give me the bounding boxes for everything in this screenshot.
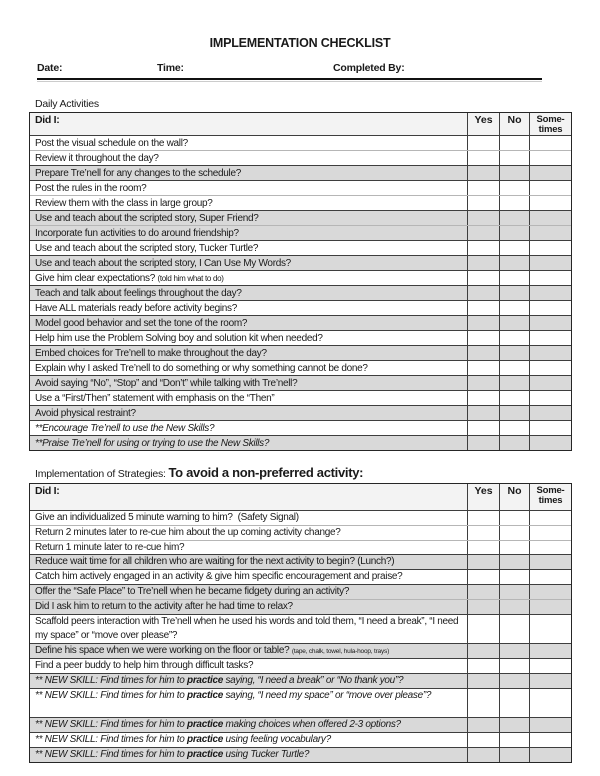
answer-cell-no — [499, 674, 529, 688]
answer-cell-yes — [467, 136, 499, 150]
item-text — [30, 136, 467, 150]
answer-cell-yes — [467, 718, 499, 732]
answer-cell-sometimes — [529, 301, 571, 315]
item-text-segment: practice — [187, 733, 223, 745]
checklist-row — [30, 375, 571, 390]
answer-cell-no — [499, 301, 529, 315]
item-text-segment: Give an individualized 5 minute warning to him? (Safety Signal) — [35, 512, 299, 523]
section-label-plain: Implementation of Strategies: — [35, 468, 169, 480]
answer-cell-no — [499, 286, 529, 300]
checklist-row — [30, 300, 571, 315]
answer-cell-yes — [467, 689, 499, 718]
answer-cell-sometimes — [529, 406, 571, 420]
item-text-segment: saying, “I need a break” or “No thank you”? — [223, 674, 404, 686]
did-i-header: Did I: — [35, 485, 60, 497]
answer-cell-no — [499, 316, 529, 330]
answer-cell-no — [499, 361, 529, 375]
item-text — [30, 301, 467, 315]
answer-cell-sometimes — [529, 541, 571, 555]
item-text — [30, 541, 467, 555]
item-text-segment: Avoid physical restraint? — [35, 408, 136, 419]
answer-cell-sometimes — [529, 151, 571, 165]
answer-cell-sometimes — [529, 718, 571, 732]
item-text — [30, 361, 467, 375]
item-text-segment: Reduce wait time for all children who are waiting for the next activity to begin? (Lunch?) — [35, 556, 395, 568]
checklist-row — [30, 688, 571, 718]
answer-cell-sometimes — [529, 346, 571, 360]
answer-cell-no — [499, 541, 529, 555]
answer-cell-no — [499, 181, 529, 195]
no-column-header: No — [499, 113, 529, 135]
item-text — [30, 406, 467, 420]
item-text — [30, 211, 467, 225]
answer-cell-no — [499, 689, 529, 718]
answer-cell-yes — [467, 600, 499, 614]
answer-cell-no — [499, 241, 529, 255]
item-text — [30, 644, 467, 658]
checklist-row — [30, 554, 571, 569]
item-text — [30, 331, 467, 345]
time-field-label: Time: — [157, 62, 184, 74]
item-text-segment: Did I ask him to return to the activity after he had time to relax? — [35, 600, 293, 612]
item-text — [30, 674, 467, 688]
checklist-row — [30, 360, 571, 375]
answer-cell-yes — [467, 644, 499, 658]
item-text-segment: Return 1 minute later to re-cue him? — [35, 541, 185, 553]
item-text — [30, 226, 467, 240]
item-text-segment: Avoid saying “No”, “Stop” and “Don’t” while talking with Tre’nell? — [35, 378, 298, 389]
item-text-segment: (tape, chalk, towel, hula-hoop, trays) — [291, 648, 390, 656]
answer-cell-yes — [467, 555, 499, 569]
item-text — [30, 421, 467, 435]
checklist-row — [30, 673, 571, 688]
item-text-segment: Use and teach about the scripted story, Super Friend? — [35, 213, 259, 224]
item-text-segment: (told him what to do) — [157, 274, 224, 283]
item-text — [30, 241, 467, 255]
item-text-segment: practice — [187, 748, 223, 760]
item-text — [30, 748, 467, 762]
checklist-row — [30, 569, 571, 584]
checklist-row — [30, 135, 571, 150]
answer-cell-yes — [467, 151, 499, 165]
checklist-row — [30, 390, 571, 405]
answer-cell-no — [499, 748, 529, 762]
answer-cell-yes — [467, 585, 499, 599]
item-text — [30, 181, 467, 195]
item-text-segment: Offer the “Safe Place” to Tre’nell when he became fidgety during an activity? — [35, 585, 350, 597]
item-text — [30, 376, 467, 390]
no-column-header: No — [499, 484, 529, 510]
item-text-segment: Use a “First/Then” statement with emphasis on the “Then” — [35, 393, 275, 404]
answer-cell-no — [499, 226, 529, 240]
item-text-segment: Help him use the Problem Solving boy and solution kit when needed? — [35, 333, 323, 344]
answer-cell-no — [499, 346, 529, 360]
item-text — [30, 346, 467, 360]
checklist-row — [30, 255, 571, 270]
answer-cell-no — [499, 555, 529, 569]
answer-cell-no — [499, 271, 529, 285]
item-text-segment: ** NEW SKILL: Find times for him to — [35, 689, 188, 701]
answer-cell-sometimes — [529, 526, 571, 540]
item-text — [30, 256, 467, 270]
answer-cell-sometimes — [529, 136, 571, 150]
answer-cell-no — [499, 511, 529, 525]
item-text — [30, 659, 467, 673]
item-text — [30, 391, 467, 405]
answer-cell-sometimes — [529, 659, 571, 673]
answer-cell-no — [499, 331, 529, 345]
section-label-daily-activities — [35, 96, 600, 111]
checklist-row — [30, 285, 571, 300]
item-text-segment: ** NEW SKILL: Find times for him to — [35, 674, 188, 686]
table-header-row — [30, 113, 571, 135]
item-text-segment: Have ALL materials ready before activity begins? — [35, 303, 238, 314]
item-text-segment: practice — [187, 689, 223, 701]
item-text-segment: Post the visual schedule on the wall? — [35, 138, 188, 149]
checklist-row — [30, 510, 571, 525]
answer-cell-yes — [467, 331, 499, 345]
item-text-segment: Model good behavior and set the tone of the room? — [35, 318, 248, 329]
answer-cell-sometimes — [529, 570, 571, 584]
answer-cell-yes — [467, 674, 499, 688]
page-title: IMPLEMENTATION CHECKLIST — [209, 36, 391, 50]
answer-cell-yes — [467, 541, 499, 555]
answer-cell-no — [499, 136, 529, 150]
answer-cell-sometimes — [529, 256, 571, 270]
item-text-segment: Use and teach about the scripted story, I Can Use My Words? — [35, 258, 291, 269]
answer-cell-sometimes — [529, 241, 571, 255]
answer-cell-yes — [467, 181, 499, 195]
answer-cell-no — [499, 718, 529, 732]
answer-cell-no — [499, 644, 529, 658]
answer-cell-no — [499, 211, 529, 225]
checklist-row — [30, 240, 571, 255]
answer-cell-yes — [467, 511, 499, 525]
answer-cell-no — [499, 256, 529, 270]
item-text — [30, 436, 467, 450]
answer-cell-no — [499, 585, 529, 599]
item-text-segment: Review it throughout the day? — [35, 153, 159, 164]
item-text-segment: saying, “I need my space” or “move over please”? — [223, 689, 432, 701]
answer-cell-sometimes — [529, 211, 571, 225]
checklist-row — [30, 150, 571, 165]
answer-cell-sometimes — [529, 226, 571, 240]
item-text-segment: Incorporate fun activities to do around friendship? — [35, 228, 239, 239]
item-text — [30, 600, 467, 614]
answer-cell-sometimes — [529, 644, 571, 658]
answer-cell-sometimes — [529, 271, 571, 285]
checklist-row — [30, 614, 571, 644]
answer-cell-yes — [467, 346, 499, 360]
answer-cell-sometimes — [529, 286, 571, 300]
table-header-row — [30, 484, 571, 510]
checklist-row — [30, 165, 571, 180]
item-text-segment: Scaffold peers interaction with Tre’nell when he used his words and told them, “I need a break”, “I need my space” or “move over please”? — [35, 615, 459, 642]
answer-cell-sometimes — [529, 585, 571, 599]
answer-cell-sometimes — [529, 421, 571, 435]
answer-cell-no — [499, 166, 529, 180]
item-text — [30, 689, 467, 718]
answer-cell-no — [499, 659, 529, 673]
answer-cell-sometimes — [529, 748, 571, 762]
answer-cell-no — [499, 526, 529, 540]
answer-cell-sometimes — [529, 600, 571, 614]
answer-cell-no — [499, 570, 529, 584]
answer-cell-yes — [467, 391, 499, 405]
answer-cell-sometimes — [529, 331, 571, 345]
answer-cell-yes — [467, 733, 499, 747]
answer-cell-yes — [467, 361, 499, 375]
fields-underline — [37, 78, 542, 81]
answer-cell-sometimes — [529, 615, 571, 644]
item-text-segment: Review them with the class in large group? — [35, 198, 213, 209]
item-text-segment: ** NEW SKILL: Find times for him to — [35, 748, 188, 760]
header-fields — [0, 62, 600, 75]
item-text — [30, 526, 467, 540]
answer-cell-yes — [467, 421, 499, 435]
item-text-segment: making choices when offered 2-3 options? — [223, 719, 401, 731]
answer-cell-sometimes — [529, 166, 571, 180]
did-i-header: Did I: — [35, 114, 60, 126]
checklist-row — [30, 270, 571, 285]
answer-cell-yes — [467, 196, 499, 210]
item-text-segment: Return 2 minutes later to re-cue him about the up coming activity change? — [35, 526, 341, 538]
sometimes-line2: times — [538, 494, 563, 506]
answer-cell-no — [499, 391, 529, 405]
answer-cell-no — [499, 436, 529, 450]
checklist-row — [30, 435, 571, 450]
checklist-row — [30, 420, 571, 435]
item-text-segment: using feeling vocabulary? — [223, 733, 331, 745]
answer-cell-no — [499, 151, 529, 165]
item-text — [30, 196, 467, 210]
answer-cell-sometimes — [529, 361, 571, 375]
answer-cell-no — [499, 196, 529, 210]
checklist-row — [30, 330, 571, 345]
answer-cell-yes — [467, 316, 499, 330]
item-text-segment: Embed choices for Tre’nell to make throughout the day? — [35, 348, 267, 359]
answer-cell-yes — [467, 526, 499, 540]
checklist-row — [30, 345, 571, 360]
checklist-row — [30, 315, 571, 330]
item-text — [30, 718, 467, 732]
item-text — [30, 511, 467, 525]
item-text-segment: ** NEW SKILL: Find times for him to — [35, 733, 188, 745]
answer-cell-sometimes — [529, 196, 571, 210]
item-text-segment: ** NEW SKILL: Find times for him to — [35, 719, 188, 731]
checklist-row — [30, 599, 571, 614]
answer-cell-yes — [467, 615, 499, 644]
answer-cell-sometimes — [529, 391, 571, 405]
answer-cell-no — [499, 376, 529, 390]
item-text-segment: Find a peer buddy to help him through difficult tasks? — [35, 659, 254, 671]
item-text-segment: Teach and talk about feelings throughout the day? — [35, 288, 242, 299]
sometimes-column-header — [529, 113, 571, 135]
answer-cell-yes — [467, 570, 499, 584]
answer-cell-yes — [467, 256, 499, 270]
item-text-segment: Give him clear expectations? — [35, 273, 158, 284]
answer-cell-sometimes — [529, 511, 571, 525]
answer-cell-yes — [467, 659, 499, 673]
answer-cell-yes — [467, 211, 499, 225]
item-text-segment: Prepare Tre’nell for any changes to the schedule? — [35, 168, 241, 179]
yes-column-header: Yes — [467, 113, 499, 135]
checklist-row — [30, 732, 571, 747]
answer-cell-sometimes — [529, 181, 571, 195]
sometimes-line1: Some- — [536, 485, 565, 496]
answer-cell-no — [499, 421, 529, 435]
item-text-segment: Use and teach about the scripted story, Tucker Turtle? — [35, 243, 259, 254]
checklist-row — [30, 225, 571, 240]
item-text-segment: Define his space when we were working on the floor or table? — [35, 645, 292, 657]
section-label-plain: Daily Activities — [35, 98, 99, 110]
daily-activities-table — [29, 112, 572, 451]
answer-cell-sometimes — [529, 316, 571, 330]
item-text — [30, 570, 467, 584]
answer-cell-yes — [467, 241, 499, 255]
answer-cell-yes — [467, 226, 499, 240]
answer-cell-yes — [467, 436, 499, 450]
checklist-row — [30, 210, 571, 225]
answer-cell-yes — [467, 406, 499, 420]
item-text-segment: Explain why I asked Tre’nell to do something or why something cannot be done? — [35, 363, 368, 374]
answer-cell-yes — [467, 376, 499, 390]
answer-cell-sometimes — [529, 555, 571, 569]
checklist-row — [30, 658, 571, 673]
checklist-row — [30, 525, 571, 540]
answer-cell-no — [499, 600, 529, 614]
answer-cell-yes — [467, 286, 499, 300]
item-text — [30, 585, 467, 599]
answer-cell-no — [499, 406, 529, 420]
section-label-implementation-of-strategies — [35, 466, 600, 481]
answer-cell-sometimes — [529, 436, 571, 450]
answer-cell-sometimes — [529, 674, 571, 688]
sometimes-line1: Some- — [536, 114, 565, 125]
item-text-segment: using Tucker Turtle? — [223, 748, 310, 760]
item-text — [30, 271, 467, 285]
item-text — [30, 286, 467, 300]
checklist-row — [30, 643, 571, 658]
item-text-segment: Catch him actively engaged in an activity & give him specific encouragement and praise? — [35, 571, 403, 583]
completed-by-field-label: Completed By: — [333, 62, 405, 74]
item-text-segment: **Encourage Tre’nell to use the New Skills? — [35, 423, 215, 434]
checklist-row — [30, 405, 571, 420]
answer-cell-sometimes — [529, 689, 571, 718]
checklist-row — [30, 747, 571, 762]
answer-cell-no — [499, 733, 529, 747]
answer-cell-yes — [467, 166, 499, 180]
checklist-row — [30, 195, 571, 210]
item-text — [30, 166, 467, 180]
sometimes-line2: times — [538, 123, 563, 135]
date-field-label: Date: — [37, 62, 63, 74]
item-text-segment: **Praise Tre’nell for using or trying to use the New Skills? — [35, 438, 270, 449]
item-text — [30, 151, 467, 165]
answer-cell-sometimes — [529, 376, 571, 390]
answer-cell-yes — [467, 271, 499, 285]
checklist-row — [30, 584, 571, 599]
item-text — [30, 555, 467, 569]
item-text — [30, 615, 467, 644]
checklist-row — [30, 540, 571, 555]
strategies-table — [29, 483, 572, 763]
answer-cell-yes — [467, 748, 499, 762]
item-text — [30, 316, 467, 330]
item-text-segment: Post the rules in the room? — [35, 183, 147, 194]
item-text — [30, 733, 467, 747]
answer-cell-sometimes — [529, 733, 571, 747]
answer-cell-no — [499, 615, 529, 644]
section-label-bold: To avoid a non-preferred activity: — [168, 465, 364, 480]
checklist-row — [30, 717, 571, 732]
answer-cell-yes — [467, 301, 499, 315]
checklist-row — [30, 180, 571, 195]
yes-column-header: Yes — [467, 484, 499, 510]
item-text-segment: practice — [187, 719, 223, 731]
sometimes-column-header — [529, 484, 571, 510]
item-text-segment: practice — [187, 674, 223, 686]
